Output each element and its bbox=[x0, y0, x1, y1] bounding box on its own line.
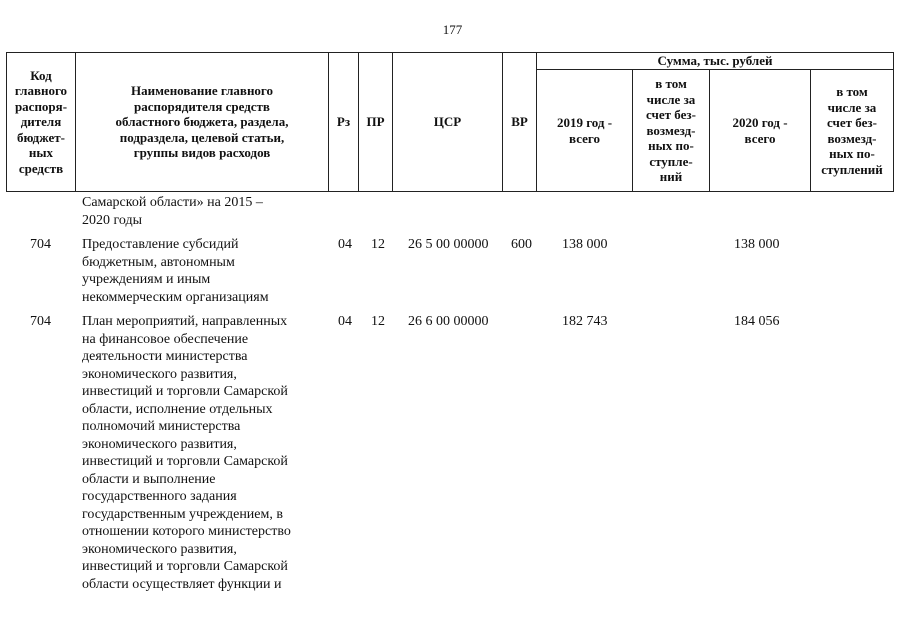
header-2020-total: 2020 год - всего bbox=[732, 115, 788, 146]
header-2020-grants: в том числе за счет без- возмезд- ных по- ступлений bbox=[821, 84, 883, 177]
header-col-divider bbox=[893, 52, 894, 192]
cell-pr: 12 bbox=[371, 314, 385, 329]
header-naimenovanie: Наименование главного распорядителя средств областного бюджета, раздела, подраздела, целевой статьи, группы видов расходов bbox=[115, 83, 289, 161]
cell-2020-total: 184 056 bbox=[734, 314, 780, 329]
continuation-text: Самарской области» на 2015 – 2020 годы bbox=[82, 195, 263, 228]
cell-rz: 04 bbox=[338, 237, 352, 252]
cell-vr: 600 bbox=[511, 237, 532, 252]
cell-rz: 04 bbox=[338, 314, 352, 329]
header-2019-total: 2019 год - всего bbox=[556, 115, 613, 146]
cell-kod: 704 bbox=[30, 314, 51, 329]
cell-csr: 26 6 00 00000 bbox=[408, 314, 489, 329]
cell-name: План мероприятий, направленных на финансовое обеспечение деятельности министерства экономического развития, инвестиций и торговли Самарской области, исполнение отдельных полномочий министерства экономического развития, инвестиций и торговли Самарской области и выполнение государственного задания государственным учреждением, в отношении которого министерство экономического развития, инвестиций и торговли Самарской области осуществляет функции и bbox=[82, 314, 291, 592]
cell-2019-total: 138 000 bbox=[562, 237, 608, 252]
header-summa: Сумма, тыс. рублей bbox=[657, 53, 773, 69]
cell-2019-total: 182 743 bbox=[562, 314, 608, 329]
header-csr: ЦСР bbox=[433, 114, 462, 130]
header-pr: ПР bbox=[366, 114, 385, 130]
header-kod: Код главного распоря- дителя бюджет- ных средств bbox=[14, 67, 68, 176]
page-number: 177 bbox=[442, 22, 463, 37]
header-2019-grants: в том числе за счет без- возмезд- ных по- ступле- ний bbox=[646, 76, 696, 185]
cell-csr: 26 5 00 00000 bbox=[408, 237, 489, 252]
cell-name: Предоставление субсидий бюджетным, автономным учреждениям и иным некоммерческим организациям bbox=[82, 237, 269, 305]
cell-kod: 704 bbox=[30, 237, 51, 252]
header-bottom-border bbox=[6, 191, 894, 192]
header-rz: Рз bbox=[336, 114, 351, 130]
cell-2020-total: 138 000 bbox=[734, 237, 780, 252]
cell-pr: 12 bbox=[371, 237, 385, 252]
header-vr: ВР bbox=[511, 114, 528, 130]
table-header bbox=[6, 52, 894, 192]
